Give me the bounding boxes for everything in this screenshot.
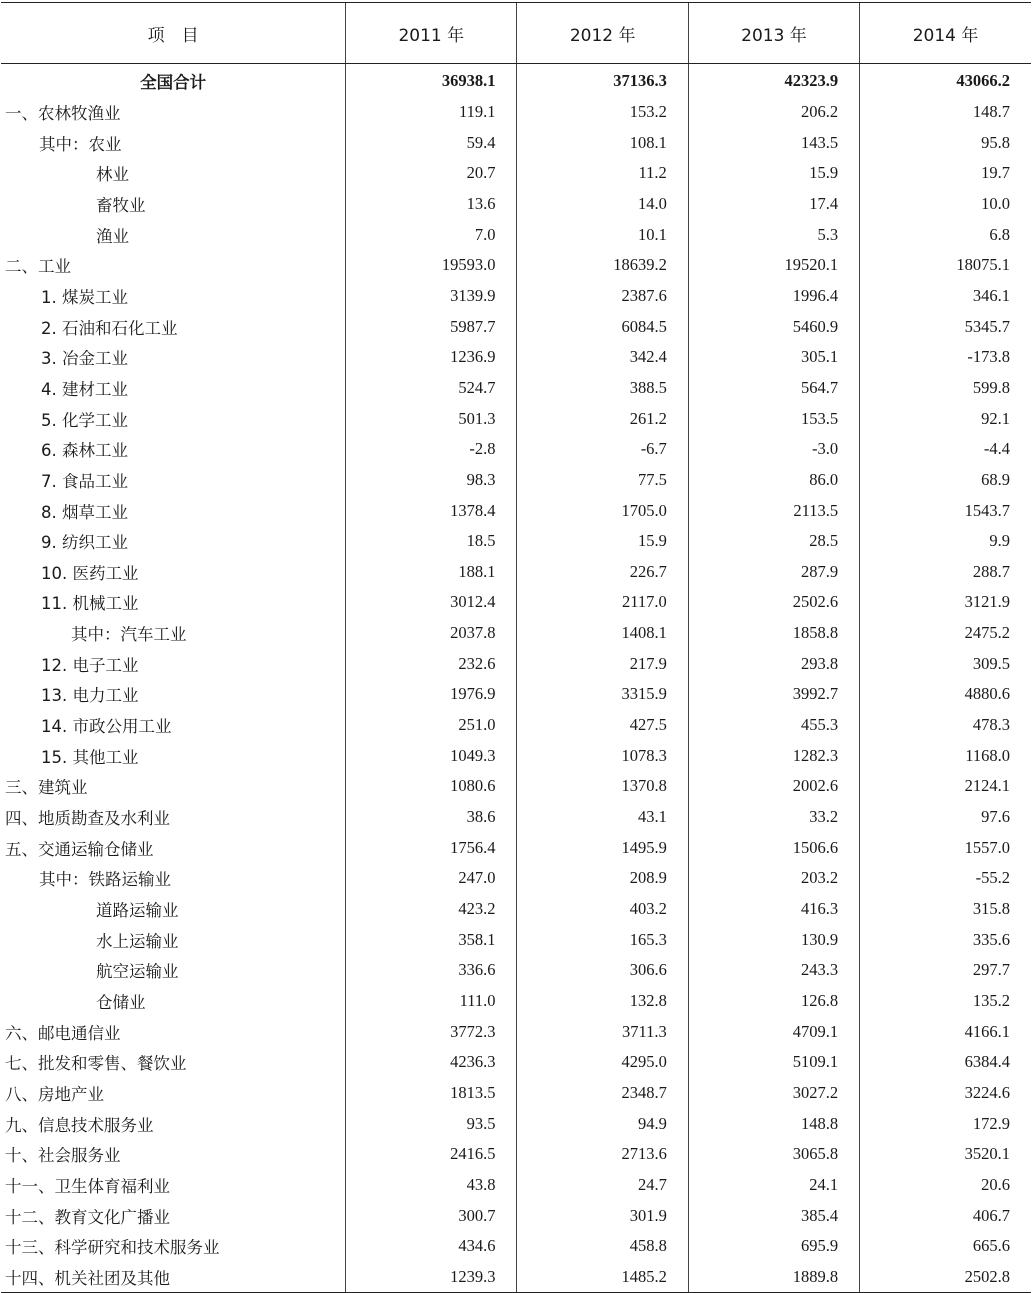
row-value-2012: 403.2 [517,894,688,925]
row-value-2012: 2117.0 [517,587,688,618]
row-value-2014: 92.1 [860,403,1031,434]
row-label: 一、农林牧渔业 [5,103,121,123]
row-value-2014: 335.6 [860,924,1031,955]
header-row [1,3,1031,64]
row-value-2012: 18639.2 [517,250,688,281]
header-item: 项 目 [1,3,346,64]
row-label: 全国合计 [140,73,207,93]
row-value-2013: 33.2 [688,802,859,833]
row-value-2014: 95.8 [860,127,1031,158]
row-value-2014: 665.6 [860,1231,1031,1262]
table-row [1,64,1031,97]
row-value-2011: 3772.3 [346,1016,517,1047]
row-value-2013: 15.9 [688,158,859,189]
row-value-2013: 130.9 [688,924,859,955]
row-value-2013: 143.5 [688,127,859,158]
row-label: 11. 机械工业 [41,594,139,614]
row-value-2011: 1976.9 [346,679,517,710]
row-label: 5. 化学工业 [41,410,128,430]
row-label: 二、工业 [5,257,71,277]
row-value-2011: 13.6 [346,189,517,220]
row-value-2014: 3520.1 [860,1139,1031,1170]
row-value-2012: 458.8 [517,1231,688,1262]
row-value-2012: 1705.0 [517,495,688,526]
row-value-2014: -173.8 [860,342,1031,373]
row-value-2013: 153.5 [688,403,859,434]
row-label: 十、社会服务业 [5,1146,121,1166]
row-value-2014: 5345.7 [860,311,1031,342]
row-value-2014: 4166.1 [860,1016,1031,1047]
row-value-2013: 416.3 [688,894,859,925]
table-row [1,127,1031,158]
row-value-2012: 165.3 [517,924,688,955]
table-row [1,863,1031,894]
row-value-2012: 1495.9 [517,832,688,863]
row-value-2014: 148.7 [860,97,1031,128]
row-label: 3. 冶金工业 [41,349,128,369]
row-label: 4. 建材工业 [41,379,128,399]
table-row [1,250,1031,281]
row-label: 道路运输业 [96,901,179,921]
row-label: 9. 纺织工业 [41,533,128,553]
row-label: 13. 电力工业 [41,686,139,706]
row-value-2012: 108.1 [517,127,688,158]
row-value-2014: 19.7 [860,158,1031,189]
row-label: 6. 森林工业 [41,441,128,461]
row-value-2014: 1543.7 [860,495,1031,526]
row-value-2011: 4236.3 [346,1047,517,1078]
row-value-2012: 10.1 [517,219,688,250]
row-value-2014: 68.9 [860,465,1031,496]
row-label: 其中：铁路运输业 [39,870,171,890]
table-row [1,771,1031,802]
header-2013: 2013 年 [688,3,859,64]
row-value-2014: 346.1 [860,281,1031,312]
row-value-2013: 42323.9 [688,64,859,97]
table-row [1,311,1031,342]
row-value-2011: 1080.6 [346,771,517,802]
row-label: 十一、卫生体育福利业 [5,1176,170,1196]
row-label: 十四、机关社团及其他 [1,1262,346,1293]
row-value-2014: 97.6 [860,802,1031,833]
row-value-2011: 38.6 [346,802,517,833]
row-value-2014: 309.5 [860,648,1031,679]
row-label: 水上运输业 [96,931,179,951]
row-value-2011: 434.6 [346,1231,517,1262]
row-value-2013: 3992.7 [688,679,859,710]
row-value-2013: 3027.2 [688,1078,859,1109]
row-value-2014: 18075.1 [860,250,1031,281]
row-value-2011: 524.7 [346,373,517,404]
row-value-2011: 43.8 [346,1170,517,1201]
table-row [1,802,1031,833]
row-label: 畜牧业 [96,195,146,215]
row-value-2011: 3012.4 [346,587,517,618]
row-value-2011: 19593.0 [346,250,517,281]
row-value-2014: 172.9 [860,1108,1031,1139]
table-row [1,97,1031,128]
table-row [1,219,1031,250]
table-row [1,434,1031,465]
row-value-2012: 77.5 [517,465,688,496]
row-value-2011: 36938.1 [346,64,517,97]
table-row [1,648,1031,679]
row-value-2011: 1236.9 [346,342,517,373]
row-value-2014: 6384.4 [860,1047,1031,1078]
table-row [1,679,1031,710]
row-value-2013: 2502.6 [688,587,859,618]
row-value-2011: -2.8 [346,434,517,465]
row-label: 2. 石油和石化工业 [41,318,178,338]
row-label: 10. 医药工业 [41,563,139,583]
row-value-2012: 37136.3 [517,64,688,97]
row-value-2012: 3711.3 [517,1016,688,1047]
row-label: 十二、教育文化广播业 [5,1207,170,1227]
row-value-2014: -4.4 [860,434,1031,465]
row-value-2011: 300.7 [346,1200,517,1231]
row-label: 其中：汽车工业 [71,625,187,645]
row-value-2011: 119.1 [346,97,517,128]
row-value-2012: 388.5 [517,373,688,404]
table-row [1,495,1031,526]
row-value-2013: 243.3 [688,955,859,986]
row-value-2012: 2348.7 [517,1078,688,1109]
row-value-2014: 599.8 [860,373,1031,404]
row-value-2012: 24.7 [517,1170,688,1201]
row-value-2011: 1378.4 [346,495,517,526]
row-value-2013: 148.8 [688,1108,859,1139]
row-value-2011: 7.0 [346,219,517,250]
row-value-2014: 3121.9 [860,587,1031,618]
row-label: 四、地质勘查及水利业 [5,809,170,829]
row-label: 14. 市政公用工业 [41,717,172,737]
row-value-2011: 98.3 [346,465,517,496]
row-value-2012: 2713.6 [517,1139,688,1170]
row-label: 渔业 [96,226,129,246]
table-row [1,1262,1031,1293]
row-value-2012: 14.0 [517,189,688,220]
row-value-2012: 94.9 [517,1108,688,1139]
row-value-2012: 226.7 [517,557,688,588]
row-value-2012: 4295.0 [517,1047,688,1078]
table-row [1,342,1031,373]
row-value-2013: 1282.3 [688,740,859,771]
row-label: 仓储业 [96,993,146,1013]
row-value-2011: 3139.9 [346,281,517,312]
row-label: 其中：农业 [39,134,122,154]
table-row [1,1108,1031,1139]
row-value-2014: 1168.0 [860,740,1031,771]
row-value-2011: 18.5 [346,526,517,557]
row-value-2013: 1996.4 [688,281,859,312]
row-value-2011: 1813.5 [346,1078,517,1109]
table-row [1,1139,1031,1170]
table-row [1,403,1031,434]
row-value-2013: 1889.8 [688,1262,859,1293]
row-value-2014: 6.8 [860,219,1031,250]
table-row [1,832,1031,863]
row-value-2013: 1858.8 [688,618,859,649]
table-row [1,1231,1031,1262]
row-value-2013: 126.8 [688,986,859,1017]
row-value-2014: 478.3 [860,710,1031,741]
row-value-2012: 208.9 [517,863,688,894]
data-table [1,2,1031,1293]
row-value-2014: 20.6 [860,1170,1031,1201]
row-value-2012: -6.7 [517,434,688,465]
table-row [1,986,1031,1017]
table-row [1,373,1031,404]
table-row [1,955,1031,986]
row-value-2013: 5.3 [688,219,859,250]
row-value-2012: 301.9 [517,1200,688,1231]
row-value-2013: 5460.9 [688,311,859,342]
row-value-2011: 358.1 [346,924,517,955]
row-label: 12. 电子工业 [41,655,139,675]
row-label: 十三、科学研究和技术服务业 [5,1238,220,1258]
row-value-2011: 111.0 [346,986,517,1017]
row-value-2014: 2475.2 [860,618,1031,649]
table-row [1,1200,1031,1231]
row-value-2012: 342.4 [517,342,688,373]
row-value-2014: 406.7 [860,1200,1031,1231]
table-header [1,3,1031,64]
row-value-2012: 2387.6 [517,281,688,312]
row-label: 六、邮电通信业 [5,1023,121,1043]
row-value-2013: 293.8 [688,648,859,679]
row-value-2013: 2002.6 [688,771,859,802]
row-value-2014: 1557.0 [860,832,1031,863]
row-value-2011: 2416.5 [346,1139,517,1170]
row-value-2011: 59.4 [346,127,517,158]
table-row [1,587,1031,618]
table-row [1,924,1031,955]
row-value-2013: 19520.1 [688,250,859,281]
row-value-2012: 261.2 [517,403,688,434]
row-value-2011: 2037.8 [346,618,517,649]
table-row [1,1047,1031,1078]
row-value-2014: 297.7 [860,955,1031,986]
table-row [1,618,1031,649]
row-value-2013: 385.4 [688,1200,859,1231]
row-label: 15. 其他工业 [41,747,139,767]
row-value-2014: 2124.1 [860,771,1031,802]
table-row [1,1078,1031,1109]
row-label: 7. 食品工业 [41,471,128,491]
row-value-2013: 695.9 [688,1231,859,1262]
row-label: 五、交通运输仓储业 [5,839,154,859]
row-value-2013: 203.2 [688,863,859,894]
row-value-2012: 3315.9 [517,679,688,710]
row-label: 三、建筑业 [5,778,88,798]
row-value-2011: 20.7 [346,158,517,189]
row-value-2014: 9.9 [860,526,1031,557]
row-value-2014: 43066.2 [860,64,1031,97]
row-value-2011: 1756.4 [346,832,517,863]
table-row [1,1016,1031,1047]
table-row [1,465,1031,496]
row-value-2012: 1078.3 [517,740,688,771]
row-value-2012: 11.2 [517,158,688,189]
row-value-2013: 5109.1 [688,1047,859,1078]
header-2012: 2012 年 [517,3,688,64]
table-row [1,1170,1031,1201]
row-value-2011: 247.0 [346,863,517,894]
row-value-2012: 15.9 [517,526,688,557]
table-row [1,557,1031,588]
row-value-2012: 427.5 [517,710,688,741]
row-value-2012: 1485.2 [517,1262,688,1293]
row-value-2012: 153.2 [517,97,688,128]
row-value-2011: 5987.7 [346,311,517,342]
row-value-2011: 1239.3 [346,1262,517,1293]
row-value-2013: 2113.5 [688,495,859,526]
row-label: 七、批发和零售、餐饮业 [5,1054,187,1074]
row-value-2014: 288.7 [860,557,1031,588]
table-body [1,64,1031,1293]
table-row [1,894,1031,925]
row-value-2013: 3065.8 [688,1139,859,1170]
table-row [1,710,1031,741]
row-value-2011: 423.2 [346,894,517,925]
row-value-2011: 93.5 [346,1108,517,1139]
row-value-2014: 4880.6 [860,679,1031,710]
row-value-2012: 43.1 [517,802,688,833]
row-label: 1. 煤炭工业 [41,287,128,307]
table-row [1,158,1031,189]
row-value-2013: 287.9 [688,557,859,588]
row-label: 林业 [96,165,129,185]
row-label: 航空运输业 [96,962,179,982]
table-row [1,189,1031,220]
row-value-2013: 4709.1 [688,1016,859,1047]
row-value-2014: 10.0 [860,189,1031,220]
row-value-2013: -3.0 [688,434,859,465]
row-value-2012: 132.8 [517,986,688,1017]
row-value-2014: -55.2 [860,863,1031,894]
row-value-2011: 1049.3 [346,740,517,771]
row-value-2012: 1408.1 [517,618,688,649]
row-value-2013: 455.3 [688,710,859,741]
table-row [1,281,1031,312]
row-label: 八、房地产业 [5,1084,104,1104]
table-row [1,526,1031,557]
row-value-2014: 2502.8 [860,1262,1031,1293]
row-value-2014: 135.2 [860,986,1031,1017]
row-value-2013: 17.4 [688,189,859,220]
row-value-2011: 501.3 [346,403,517,434]
row-value-2013: 564.7 [688,373,859,404]
row-value-2012: 6084.5 [517,311,688,342]
table-row [1,740,1031,771]
row-value-2012: 1370.8 [517,771,688,802]
row-label: 8. 烟草工业 [41,502,128,522]
row-value-2011: 232.6 [346,648,517,679]
row-value-2014: 315.8 [860,894,1031,925]
row-value-2011: 336.6 [346,955,517,986]
row-value-2013: 28.5 [688,526,859,557]
row-value-2013: 1506.6 [688,832,859,863]
row-label: 九、信息技术服务业 [5,1115,154,1135]
row-value-2013: 24.1 [688,1170,859,1201]
row-value-2012: 217.9 [517,648,688,679]
row-value-2014: 3224.6 [860,1078,1031,1109]
row-value-2013: 86.0 [688,465,859,496]
header-2011: 2011 年 [346,3,517,64]
header-2014: 2014 年 [860,3,1031,64]
row-value-2013: 206.2 [688,97,859,128]
row-value-2013: 305.1 [688,342,859,373]
row-value-2011: 251.0 [346,710,517,741]
row-value-2011: 188.1 [346,557,517,588]
row-value-2012: 306.6 [517,955,688,986]
